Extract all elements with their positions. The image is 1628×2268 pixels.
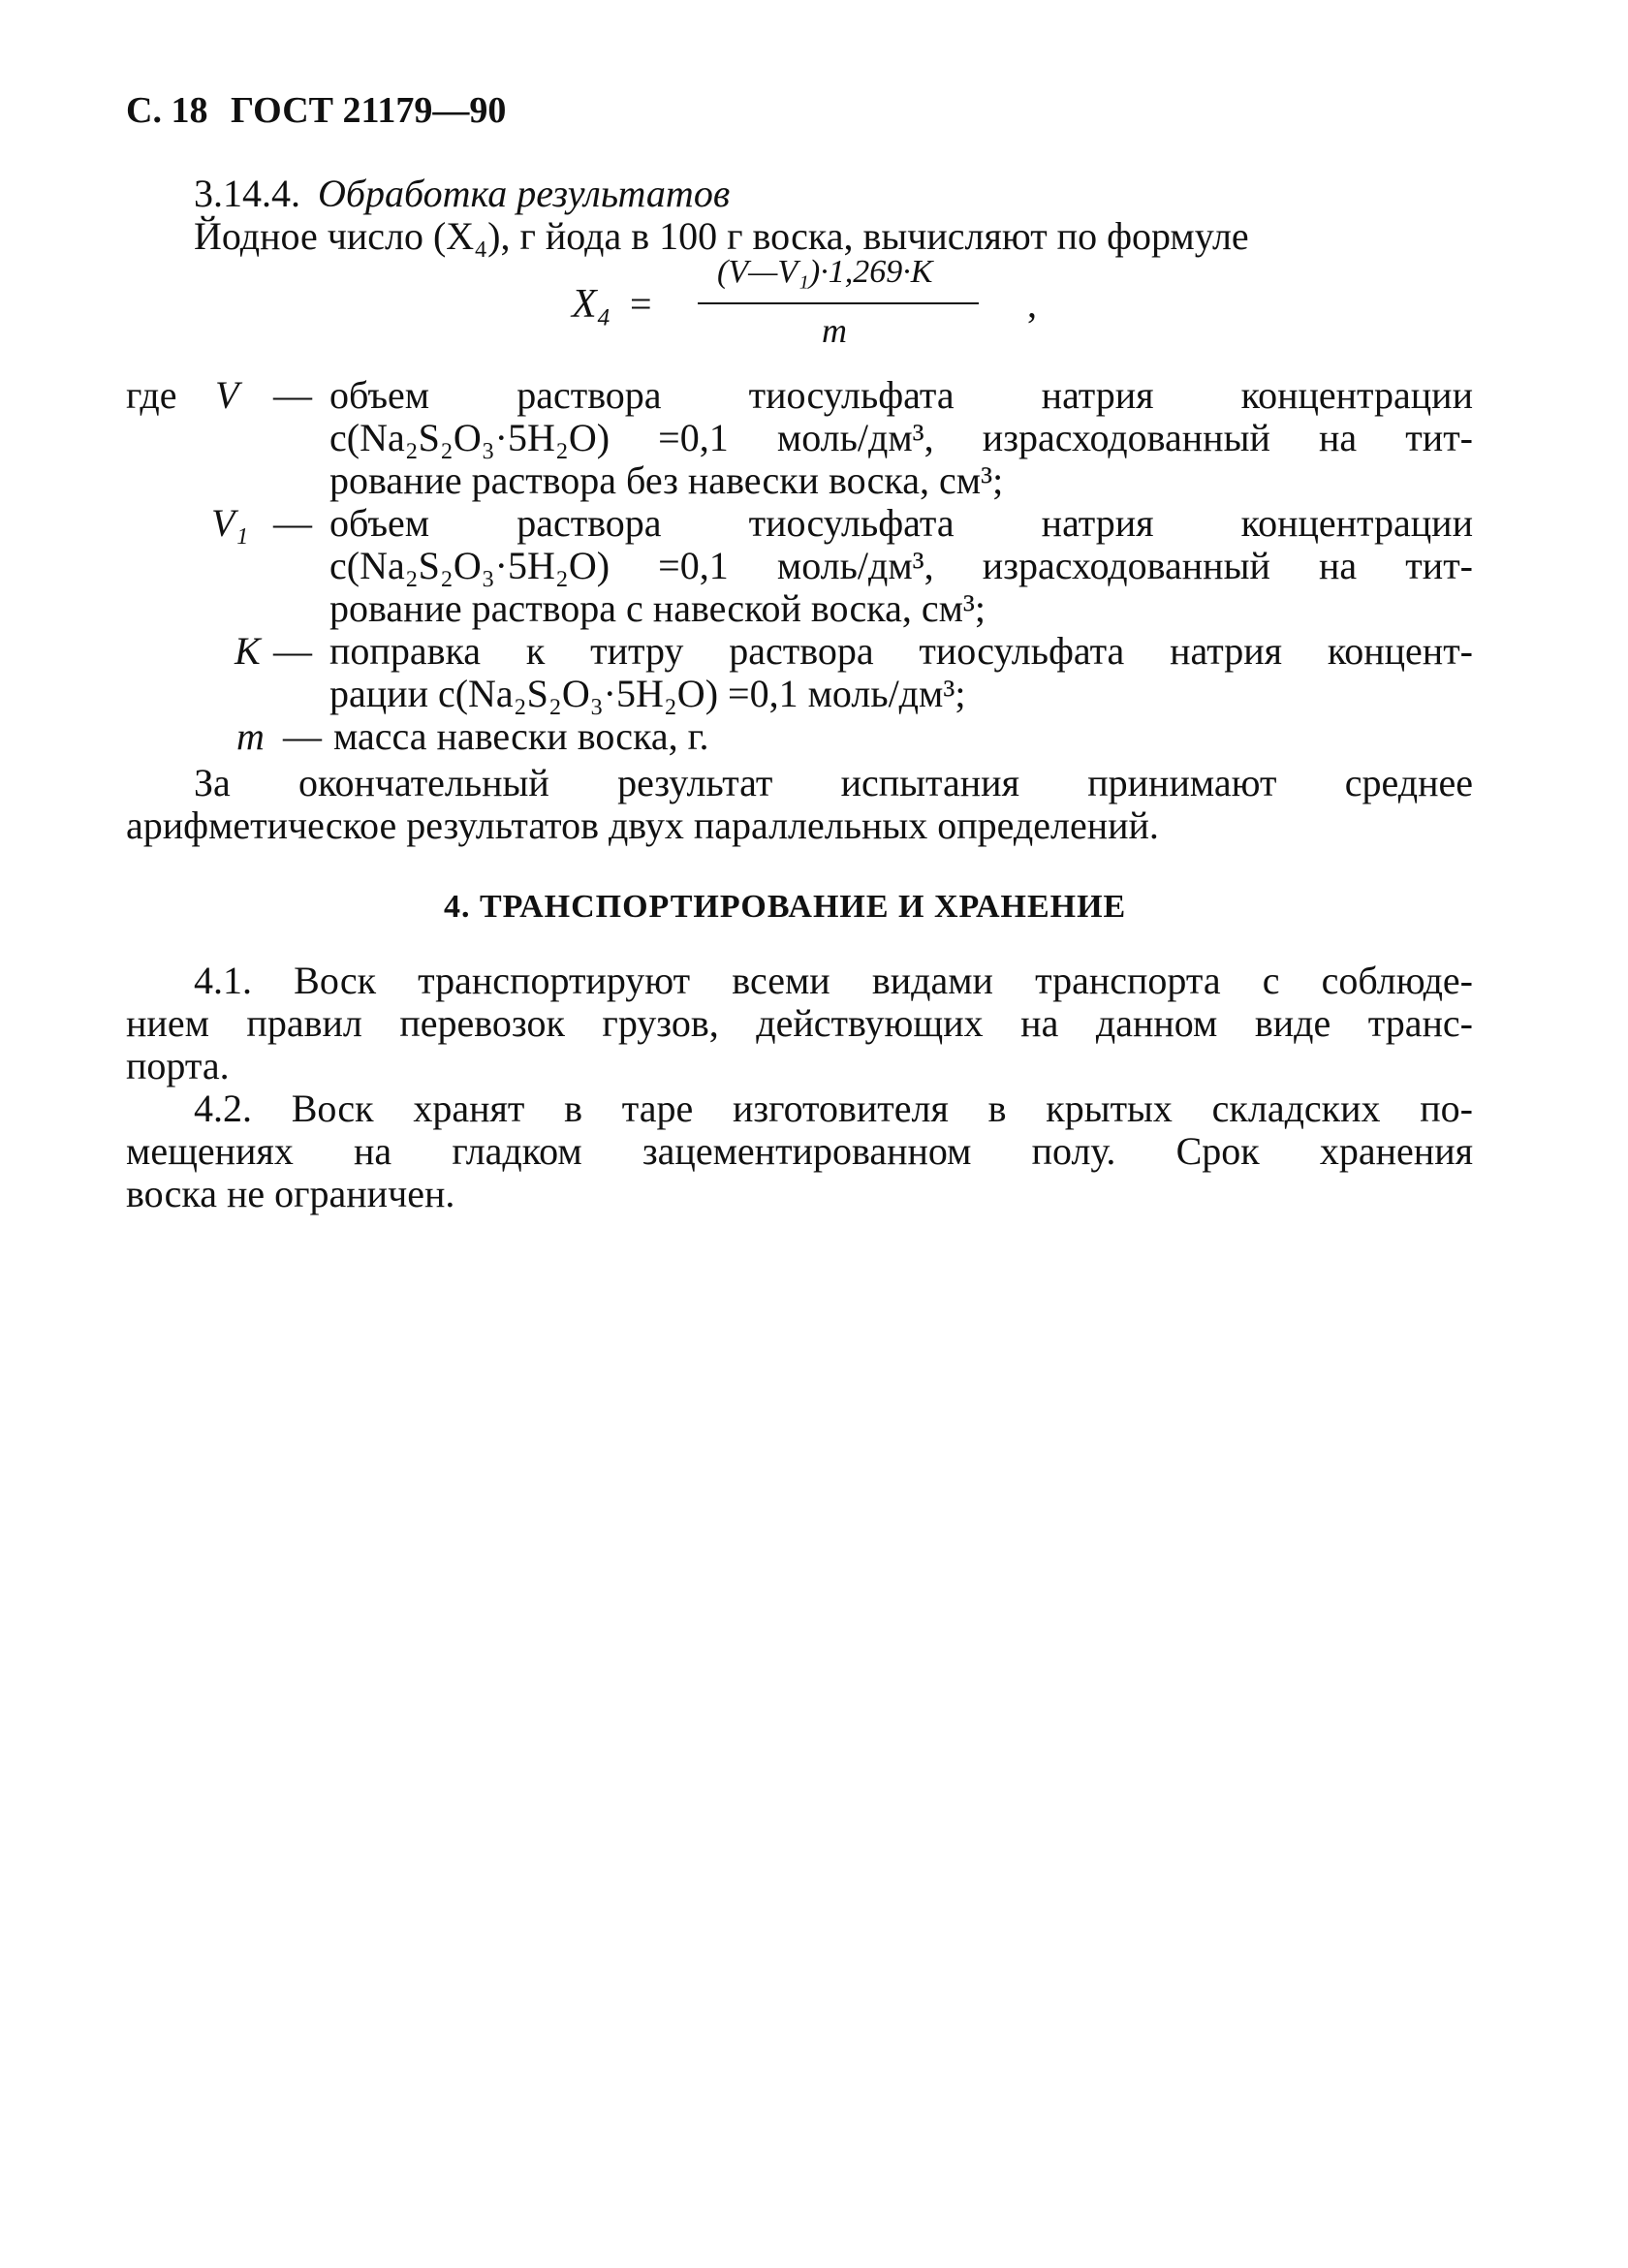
section-title-text: Обработка результатов xyxy=(318,172,731,215)
paragraph-line: мещениях на гладком зацементированном полу. Срок хранения xyxy=(126,1129,1473,1173)
formula-intro xyxy=(194,215,1473,258)
definition-line: рации c(Na₂S₂O₃·5H₂O) =0,1 моль/дм³; xyxy=(329,672,966,715)
definition-line: c(Na₂S₂O₃·5H₂O) =0,1 моль/дм³, израсходованный на тит- xyxy=(329,416,1473,459)
definition-symbol-k: K xyxy=(235,629,261,673)
section-4-heading: 4. ТРАНСПОРТИРОВАНИЕ И ХРАНЕНИЕ xyxy=(444,889,1127,925)
page-label: С. 18 xyxy=(126,90,208,131)
paragraph-line: 4.2. Воск хранят в таре изготовителя в крытых складских по- xyxy=(194,1087,1473,1130)
section-number: 3.14.4. xyxy=(194,172,300,215)
formula-intro-text: Йодное число (X₄), г йода в 100 г воска, вычисляют по формуле xyxy=(194,214,1249,258)
final-result-line: За окончательный результат испытания принимают среднее xyxy=(194,761,1473,804)
definition-line: масса навески воска, г. xyxy=(333,714,709,758)
formula-denominator: m xyxy=(822,311,847,350)
definition-dash-v1: — xyxy=(273,501,312,545)
definition-line: c(Na₂S₂O₃·5H₂O) =0,1 моль/дм³, израсходованный на тит- xyxy=(329,544,1473,587)
definition-line: поправка к титру раствора тиосульфата натрия концент- xyxy=(329,629,1473,673)
formula-numerator: (V—V₁)·1,269·K xyxy=(717,254,933,290)
definition-line: рование раствора без навески воска, см³; xyxy=(329,458,1004,502)
section-title xyxy=(194,173,730,215)
paragraph-line: порта. xyxy=(126,1044,230,1087)
formula-lhs: X₄ xyxy=(572,282,611,327)
paragraph-line: 4.1. Воск транспортируют всеми видами транспорта с соблюде- xyxy=(194,959,1473,1002)
where-label: где xyxy=(126,373,177,417)
page-header xyxy=(126,89,506,132)
formula-trailing-comma: , xyxy=(1027,282,1037,326)
formula-equals: = xyxy=(630,282,652,326)
definition-line: объем раствора тиосульфата натрия концентрации xyxy=(329,373,1473,417)
paragraph-line: воска не ограничен. xyxy=(126,1172,455,1215)
definition-symbol-v1: V₁ xyxy=(211,501,249,545)
definition-dash-k: — xyxy=(273,629,312,673)
definition-dash-v: — xyxy=(273,373,312,417)
fraction-bar xyxy=(698,302,979,304)
definition-dash-m: — xyxy=(283,714,322,758)
paragraph-line: нием правил перевозок грузов, действующих на данном виде транс- xyxy=(126,1001,1473,1045)
standard-designation: ГОСТ 21179—90 xyxy=(230,90,507,131)
definition-symbol-v: V xyxy=(215,373,239,417)
definition-line: рование раствора с навеской воска, см³; xyxy=(329,586,986,630)
definition-symbol-m: m xyxy=(236,714,265,758)
iodine-number-formula xyxy=(572,254,1056,361)
definition-line: объем раствора тиосульфата натрия концентрации xyxy=(329,501,1473,545)
final-result-line: арифметическое результатов двух параллельных определений. xyxy=(126,803,1159,847)
